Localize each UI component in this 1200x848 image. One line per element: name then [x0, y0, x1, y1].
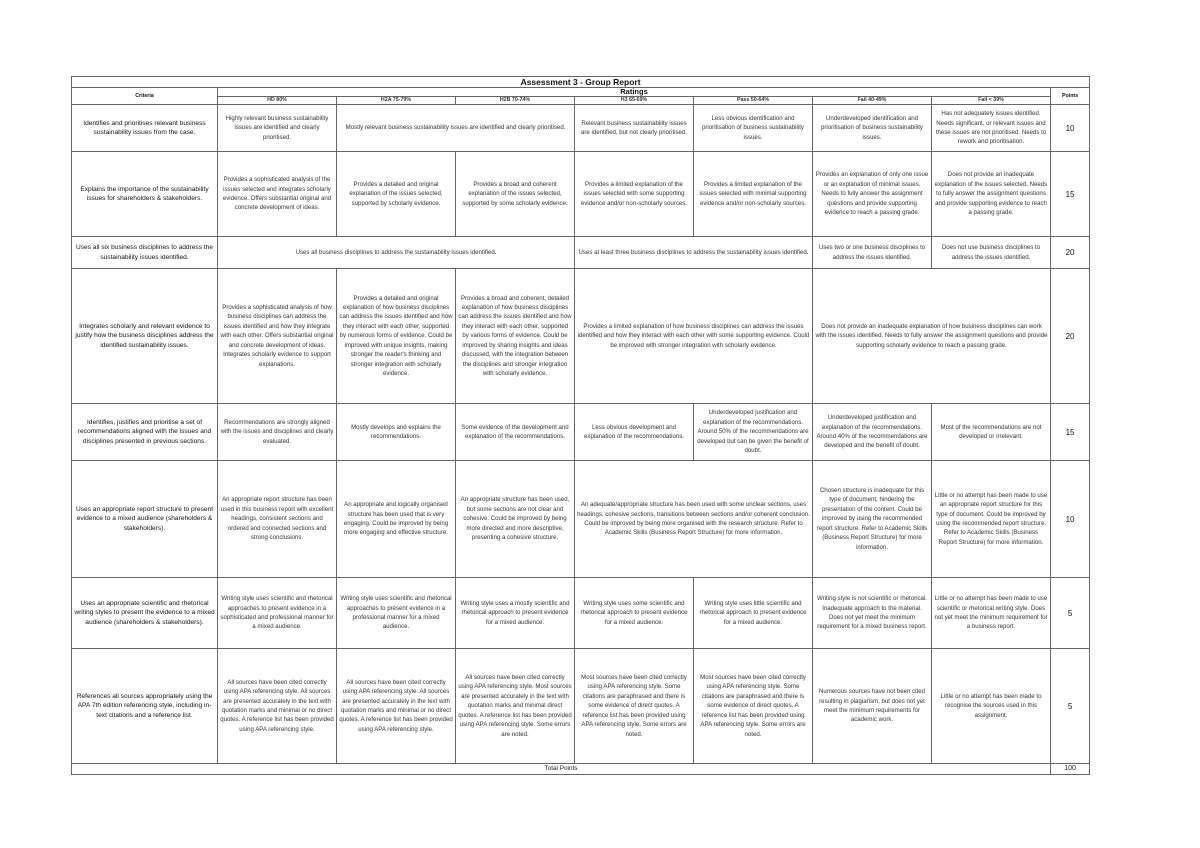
points-cell: 15 [1051, 152, 1090, 237]
criterion-cell: Integrates scholarly and relevant evidence to justify how the business disciplines address the identified sustainability issues. [72, 269, 218, 404]
criterion-cell: Identifies, justifies and prioritise a set of recommendations aligned with the issues and disciplines presented in previous sections. [72, 404, 218, 461]
rating-cell: Mostly relevant business sustainability issues are identified and clearly prioritised. [337, 105, 575, 152]
criterion-cell: Explains the importance of the sustainability issues for shareholders & stakeholders. [72, 152, 218, 237]
rating-cell: Provides a limited explanation of the issues selected with some supporting evidence and/or non-scholarly sources. [575, 152, 694, 237]
rating-cell: Does not use business disciplines to address the issues identified. [932, 237, 1051, 269]
grade-header-pass: Pass 50-64% [694, 97, 813, 105]
rubric-title: Assessment 3 - Group Report [72, 77, 1090, 88]
rating-cell: Underdeveloped justification and explanation of the recommendations. Around 50% of the recommendations are developed but can be given the benefit of doubt. [694, 404, 813, 461]
rubric-row [72, 404, 1090, 461]
rating-cell: Has not adequately issues identified. Needs significant, or relevant issues and these issues are not prioritised. Needs to rework and prioritisation. [932, 105, 1051, 152]
grade-header-h2a: H2A 75-79% [337, 97, 456, 105]
criteria-header: Criteria [72, 88, 218, 105]
points-cell: 20 [1051, 269, 1090, 404]
rating-cell: Little or no attempt has been made to recognise the sources used in this assignment. [932, 649, 1051, 764]
rubric-row [72, 461, 1090, 578]
rating-cell: Writing style uses some scientific and rhetorical approach to present evidence for a mixed audience. [575, 578, 694, 649]
criterion-cell: Uses an appropriate scientific and rhetorical writing styles to present the evidence to a mixed audience (shareholders & stakeholders). [72, 578, 218, 649]
rating-cell: Most sources have been cited correctly using APA referencing style. Some citations are paraphrased and there is some evidence of direct quotes. A reference list has been provided using APA referencing style. Some errors are noted. [694, 649, 813, 764]
rating-cell: Less obvious development and explanation of the recommendations. [575, 404, 694, 461]
rating-cell: Writing style uses scientific and rhetorical approaches to present evidence in a sophisticated and professional manner for a mixed audience. [218, 578, 337, 649]
rating-cell: Mostly develops and explains the recommendations. [337, 404, 456, 461]
rating-cell: Chosen structure is inadequate for this type of document, hindering the presentation of the content. Could be improved by using the recommended report structure. Refer to Academic Skills (Business Report Structure) for more information. [813, 461, 932, 578]
criterion-cell: Identifies and prioritises relevant business sustainability issues from the case. [72, 105, 218, 152]
rating-cell: Writing style is not scientific or rhetorical. Inadequate approach to the material. Does not yet meet the minimum requirement for a mixed business report. [813, 578, 932, 649]
rating-cell: Most sources have been cited correctly using APA referencing style. Some citations are paraphrased and there is some evidence of direct quotes. A reference list has been provided using APA referencing style. Some errors are noted. [575, 649, 694, 764]
rating-cell: Provides a limited explanation of how business disciplines can address the issues identified and how they interact with each other with some supporting evidence. Could be improved with stronger integration with scholarly evidence. [575, 269, 813, 404]
points-cell: 5 [1051, 649, 1090, 764]
rating-cell: Little or no attempt has been made to use scientific or rhetorical writing style. Does not yet meet the minimum requirement for a business report. [932, 578, 1051, 649]
rating-cell: An appropriate report structure has been used in this business report with excellent headings, consistent sections and ordered and connected sections and strong conclusions. [218, 461, 337, 578]
rating-cell: All sources have been cited correctly using APA referencing style. All sources are presented accurately in the text with quotation marks and minimal or no direct quotes. A reference list has been provided using APA referencing style. [337, 649, 456, 764]
total-row [72, 764, 1090, 775]
rating-cell: Provides a broad and coherent, detailed explanation of how business disciplines can address the issues identified and how they interact with each other, supported by various forms of evidence. Could be improved by sharing insights and ideas discussed, with the integration between the disciplines and stronger integration with scholarly evidence. [456, 269, 575, 404]
rating-cell: Writing style uses scientific and rhetorical approaches to present evidence in a professional manner for a mixed audience. [337, 578, 456, 649]
rating-cell: Provides a detailed and original explanation of how business disciplines can address the issues identified and how they interact with each other, supported by numerous forms of evidence. Could be improved with unique insights, making stronger the reader's thinking and stronger integration with scholarly evidence. [337, 269, 456, 404]
total-points: 100 [1051, 764, 1090, 775]
grade-header-h2b: H2B 70-74% [456, 97, 575, 105]
points-cell: 10 [1051, 461, 1090, 578]
rating-cell: Uses at least three business disciplines to address the sustainability issues identified. [575, 237, 813, 269]
rubric-row [72, 152, 1090, 237]
grade-header-fail-40: Fail 40-49% [813, 97, 932, 105]
points-cell: 5 [1051, 578, 1090, 649]
rating-cell: Does not provide an inadequate explanation of the issues selected. Needs to fully answer the assignment questions and provide supporting evidence to reach a passing grade. [932, 152, 1051, 237]
rubric-row [72, 269, 1090, 404]
criterion-cell: Uses all six business disciplines to address the sustainability issues identified. [72, 237, 218, 269]
rating-cell: Numerous sources have not been cited resulting in plagiarism, but does not yet meet the minimum requirements for academic work. [813, 649, 932, 764]
rating-cell: Writing style uses a mostly scientific and rhetorical approach to present evidence for a mixed audience. [456, 578, 575, 649]
rating-cell: Underdeveloped identification and prioritisation of business sustainability issues. [813, 105, 932, 152]
rating-cell: Some evidence of the development and explanation of the recommendations. [456, 404, 575, 461]
rating-cell: Relevant business sustainability issues are identified, but not clearly prioritised. [575, 105, 694, 152]
rating-cell: Uses two or one business disciplines to address the issues identified. [813, 237, 932, 269]
rating-cell: An appropriate structure has been used, but some sections are not clear and cohesive. Could be improved by being more directed and more descriptive, presenting a cohesive structure. [456, 461, 575, 578]
rating-cell: Provides a broad and coherent explanation of the issues selected, supported by some scholarly evidence. [456, 152, 575, 237]
rating-cell: Underdeveloped justification and explanation of the recommendations. Around 40% of the recommendations are developed and the benefit of doubt. [813, 404, 932, 461]
rating-cell: Highly relevant business sustainability issues are identified and clearly prioritised. [218, 105, 337, 152]
rating-cell: Does not provide an inadequate explanation of how business disciplines can work with the issues identified. Needs to fully answer the assignment questions and provide supporting scholarly evidence to reach a passing grade. [813, 269, 1051, 404]
rating-cell: Provides a limited explanation of the issues selected with minimal supporting evidence and/or non-scholarly sources. [694, 152, 813, 237]
ratings-header: Ratings [218, 88, 1051, 97]
rubric-row [72, 649, 1090, 764]
points-cell: 20 [1051, 237, 1090, 269]
rating-cell: An adequate/appropriate structure has been used with some unclear sections, uses headings, cohesive sections, transitions between sections and/or coherent conclusion. Could be improved by being more organised with the research structure. Refer to Academic Skills (Business Report Structure) for more information. [575, 461, 813, 578]
rating-cell: Provides a sophisticated analysis of the issues selected and integrates scholarly evidence. Offers substantial original and concrete development of ideas. [218, 152, 337, 237]
rating-cell: Provides a sophisticated analysis of how business disciplines can address the issues identified and how they integrate with each other. Offers substantial original and concrete development of ideas. Integrates scholarly evidence to support explanations. [218, 269, 337, 404]
grade-header-hd: HD 80% [218, 97, 337, 105]
rating-cell: Less obvious identification and prioritisation of business sustainability issues. [694, 105, 813, 152]
grade-header-fail-39: Fail < 39% [932, 97, 1051, 105]
points-cell: 15 [1051, 404, 1090, 461]
rubric-table [71, 76, 1090, 775]
rating-cell: Uses all business disciplines to address the sustainability issues identified. [218, 237, 575, 269]
points-cell: 10 [1051, 105, 1090, 152]
rating-cell: Provides a detailed and original explanation of the issues selected, supported by scholarly evidence. [337, 152, 456, 237]
rubric-row [72, 105, 1090, 152]
rating-cell: Little or no attempt has been made to use an appropriate report structure for this type of document. Could be improved by using the recommended report structure. Refer to Academic Skills (Business Report Structure) for more information. [932, 461, 1051, 578]
rating-cell: Writing style uses little scientific and rhetorical approach to present evidence for a mixed audience. [694, 578, 813, 649]
rubric-row [72, 237, 1090, 269]
rating-cell: Recommendations are strongly aligned with the issues and disciplines and clearly evaluated. [218, 404, 337, 461]
rating-cell: All sources have been cited correctly using APA referencing style. Most sources are presented accurately in the text with quotation marks and minimal direct quotes. A reference list has been provided using APA referencing style. Some errors are noted. [456, 649, 575, 764]
rubric-row [72, 578, 1090, 649]
rating-cell: Most of the recommendations are not developed or irrelevant. [932, 404, 1051, 461]
rating-cell: Provides an explanation of only one issue or an explanation of minimal issues. Needs to fully answer the assignment questions and provide supporting evidence to reach a passing grade. [813, 152, 932, 237]
rating-cell: An appropriate and logically organised structure has been used that is very engaging. Could be improved by being more engaging and effective structure. [337, 461, 456, 578]
points-header: Points [1051, 88, 1090, 105]
grade-header-h3: H3 65-69% [575, 97, 694, 105]
rating-cell: All sources have been cited correctly using APA referencing style. All sources are presented accurately in the text with quotation marks and minimal or no direct quotes. A reference list has been provided using APA referencing style. [218, 649, 337, 764]
total-label: Total Points [72, 764, 1051, 775]
criterion-cell: Uses an appropriate report structure to present evidence to a mixed audience (shareholders & stakeholders). [72, 461, 218, 578]
criterion-cell: References all sources appropriately using the APA 7th edition referencing style, including in-text citations and a reference list. [72, 649, 218, 764]
